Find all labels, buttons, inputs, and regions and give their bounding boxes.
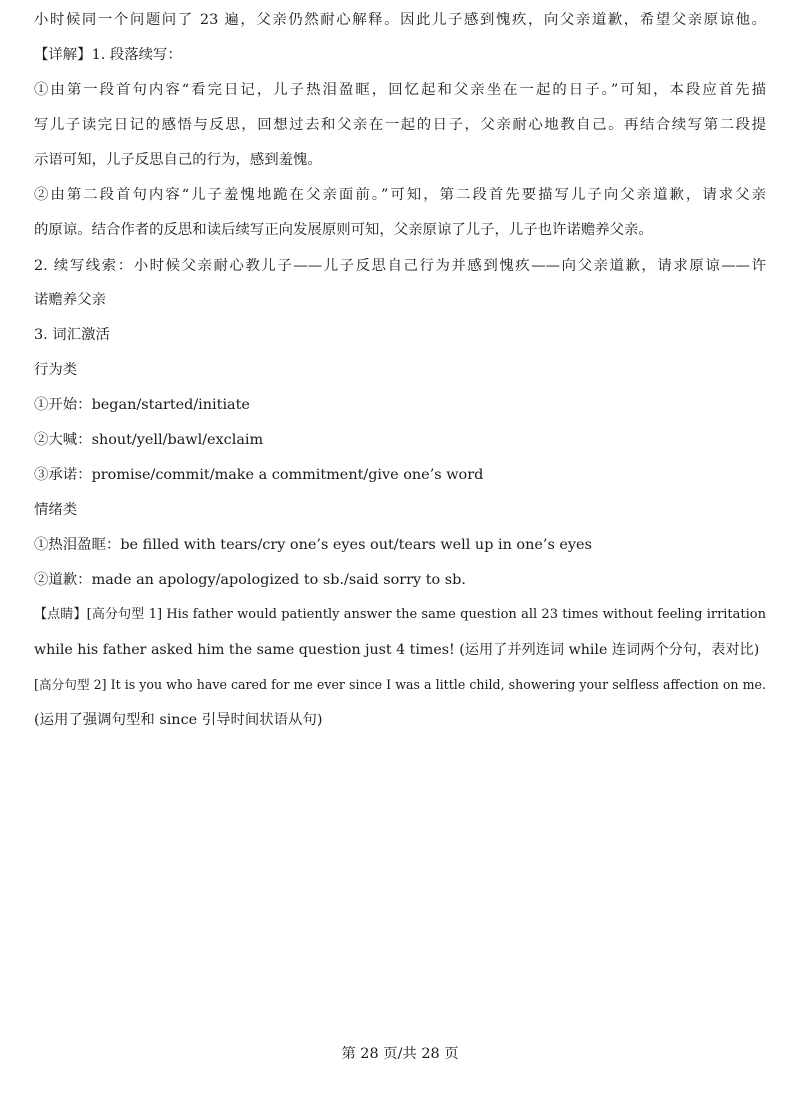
section-heading-explanation: 【详解】1. 段落续写： <box>34 47 182 63</box>
page-number-footer: 第 28 页/共 28 页 <box>341 1046 459 1062</box>
highlight-sentence-line: while his father asked him the same question just 4 times! (运用了并列连词 while 连词两个分句，表对比) <box>34 642 760 658</box>
vocab-item: ②大喊：shout/yell/bawl/exclaim <box>34 432 264 448</box>
vocab-item: ②道歉：made an apology/apologized to sb./said sorry to sb. <box>34 572 466 588</box>
section-heading-vocabulary: 3. 词汇激活 <box>34 327 110 343</box>
vocab-item: ①热泪盈眶：be filled with tears/cry one’s eyes out/tears well up in one’s eyes <box>34 537 592 553</box>
text-line: ②由第二段首句内容“儿子羞愧地跪在父亲面前。”可知，第二段首先要描写儿子向父亲道歉，请求父亲 <box>34 187 766 203</box>
text-line: 小时候同一个问题问了 23 遍，父亲仍然耐心解释。因此儿子感到愧疚，向父亲道歉，希望父亲原谅他。 <box>34 12 766 28</box>
vocab-item: ③承诺：promise/commit/make a commitment/give one’s word <box>34 467 484 483</box>
category-heading-emotions: 情绪类 <box>34 502 78 518</box>
text-line: ①由第一段首句内容“看完日记，儿子热泪盈眶，回忆起和父亲坐在一起的日子。”可知，本段应首先描 <box>34 82 766 98</box>
text-line: 示语可知，儿子反思自己的行为，感到羞愧。 <box>34 152 322 168</box>
document-page <box>34 0 766 1096</box>
highlight-sentence-line: [高分句型 2] It is you who have cared for me ever since I was a little child, showering your selfless affection on me. <box>34 677 766 692</box>
text-line: 2. 续写线索：小时候父亲耐心教儿子——儿子反思自己行为并感到愧疚——向父亲道歉，请求原谅——许 <box>34 258 766 274</box>
vocab-item: ①开始：began/started/initiate <box>34 397 250 413</box>
highlight-sentence-line: 【点睛】[高分句型 1] His father would patiently answer the same question all 23 times without feeling irritation <box>34 607 766 622</box>
highlight-sentence-line: (运用了强调句型和 since 引导时间状语从句) <box>34 712 323 728</box>
text-line: 的原谅。结合作者的反思和读后续写正向发展原则可知，父亲原谅了儿子，儿子也许诺赡养父亲。 <box>34 222 653 238</box>
text-line: 写儿子读完日记的感悟与反思，回想过去和父亲在一起的日子，父亲耐心地教自己。再结合续写第二段提 <box>34 117 766 133</box>
text-line: 诺赡养父亲 <box>34 292 106 308</box>
category-heading-actions: 行为类 <box>34 362 78 378</box>
